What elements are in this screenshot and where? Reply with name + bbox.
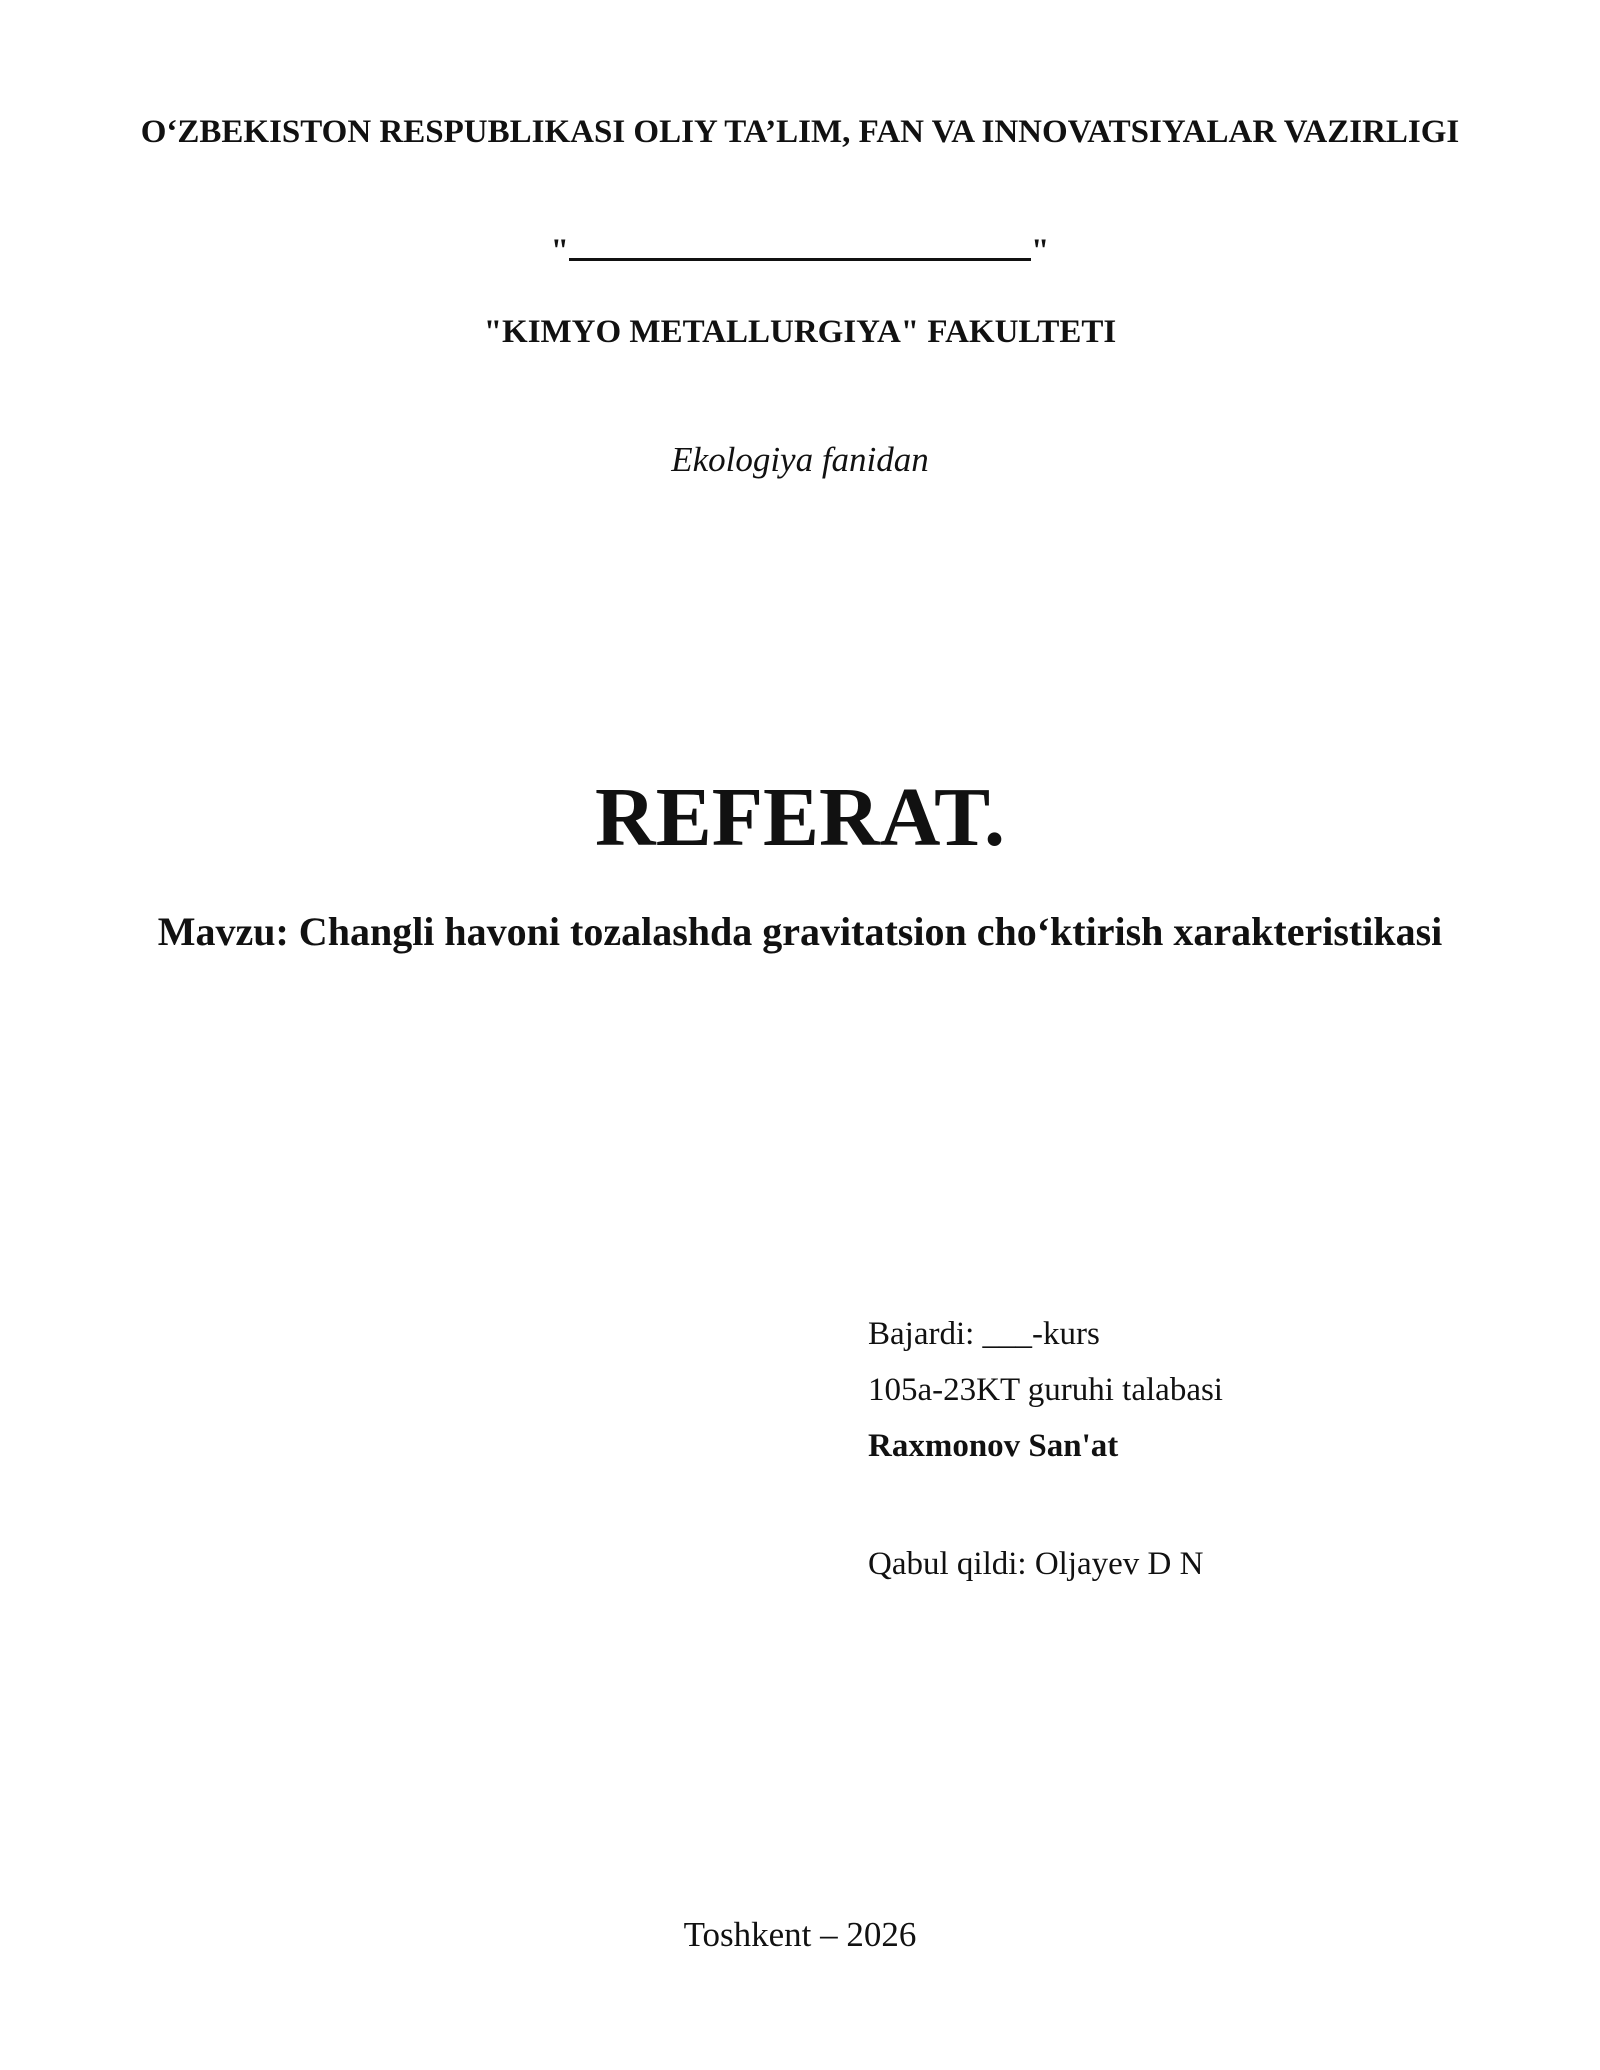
ministry-heading: O‘ZBEKISTON RESPUBLIKASI OLIY TA’LIM, FAN VA INNOVATSIYALAR VAZIRLIGI (140, 114, 1460, 150)
document-title: REFERAT. (595, 771, 1005, 864)
topic-line: Mavzu: Changli havoni tozalashda gravitatsion cho‘ktirish xarakteristikasi (157, 909, 1443, 954)
university-name-blank (100, 228, 1500, 273)
quote-close: " (1031, 233, 1050, 269)
subject-line: Ekologiya fanidan (671, 440, 929, 479)
accepted-by-line: Qabul qildi: Oljayev D N (868, 1546, 1204, 1582)
performed-by-line: Bajardi: ___-kurs (868, 1316, 1100, 1352)
quote-open: " (550, 233, 569, 269)
faculty-heading: "KIMYO METALLURGIYA" FAKULTETI (483, 314, 1117, 350)
group-line: 105a-23KT guruhi talabasi (868, 1372, 1223, 1408)
city-year: Toshkent – 2026 (683, 1915, 917, 1954)
university-name-underline (569, 228, 1031, 261)
student-name: Raxmonov San'at (868, 1428, 1119, 1464)
